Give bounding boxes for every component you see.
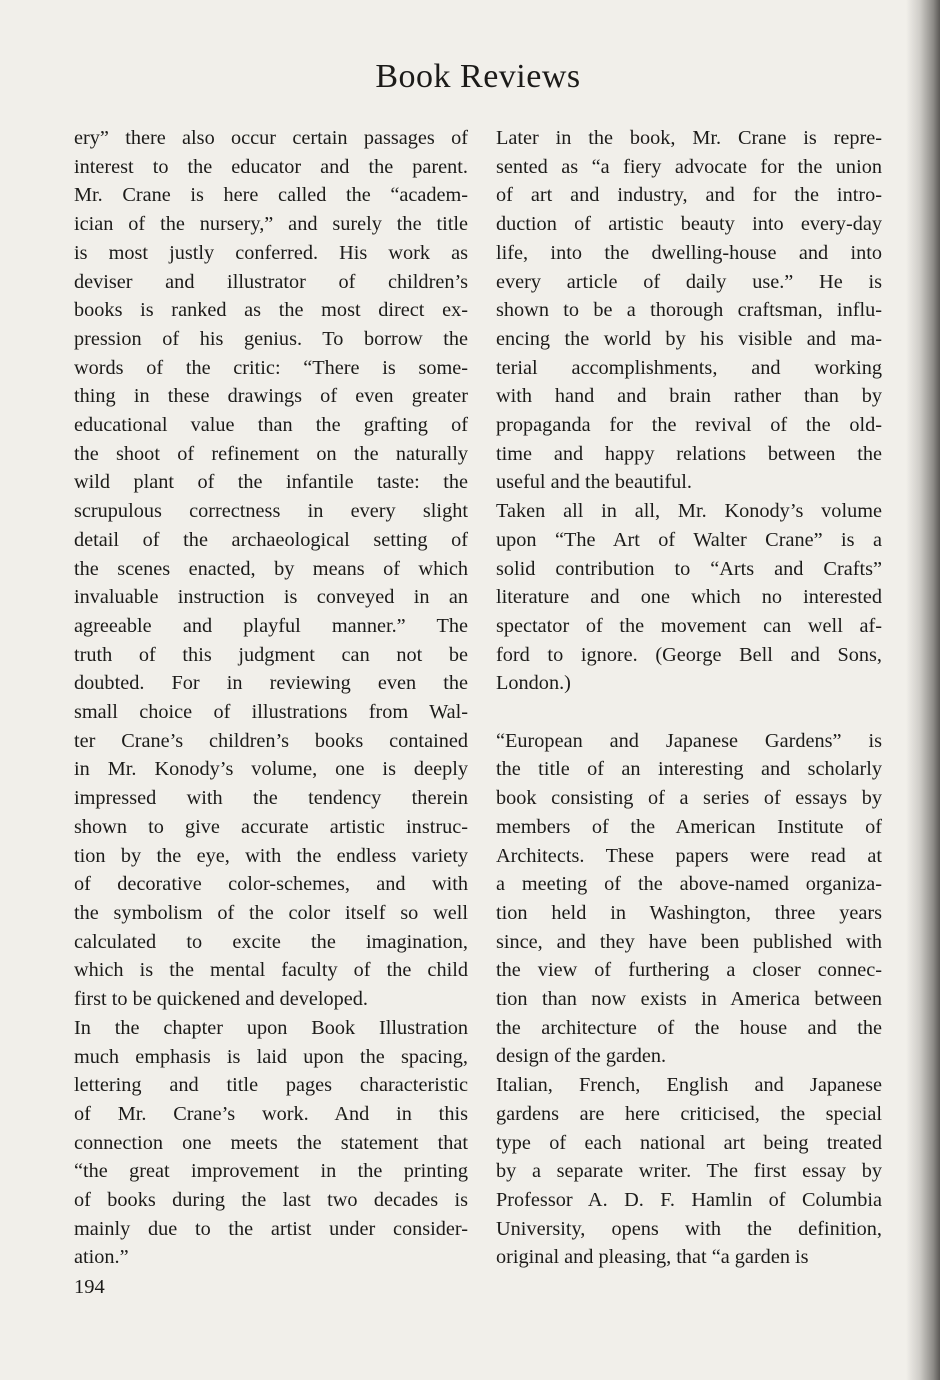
text-line: is most justly conferred. His work as [74, 241, 468, 264]
text-line: literature and one which no interested [496, 586, 882, 609]
text-line: In the chapter upon Book Illustration [74, 1016, 468, 1039]
text-line: spectator of the movement can well af- [496, 614, 882, 637]
text-line: terial accomplishments, and working [496, 356, 882, 379]
text-line: tion held in Washington, three years [496, 901, 882, 924]
text-line: London.) [496, 672, 571, 695]
text-line: the view of furthering a closer connec- [496, 959, 882, 982]
text-line: doubted. For in reviewing even the [74, 672, 468, 695]
text-line: in Mr. Konody’s volume, one is deeply [74, 758, 468, 781]
text-line: propaganda for the revival of the old- [496, 414, 882, 437]
text-line: calculated to excite the imagination, [74, 930, 468, 953]
text-line: words of the critic: “There is some- [74, 356, 468, 379]
page-title: Book Reviews [375, 58, 581, 95]
text-line: books is ranked as the most direct ex- [74, 299, 468, 322]
text-line: by a separate writer. The first essay by [496, 1160, 882, 1183]
text-line: Professor A. D. F. Hamlin of Columbia [496, 1189, 882, 1211]
text-line: time and happy relations between the [496, 442, 882, 465]
text-line: the scenes enacted, by means of which [74, 557, 468, 580]
text-line: duction of artistic beauty into every-day [496, 213, 882, 236]
text-line: Taken all in all, Mr. Konody’s volume [496, 500, 882, 523]
text-line: of books during the last two decades is [74, 1189, 468, 1212]
text-line: encing the world by his visible and ma- [496, 327, 882, 350]
text-line: mainly due to the artist under consider- [74, 1217, 468, 1240]
text-line: first to be quickened and developed. [74, 988, 368, 1011]
text-line: tion than now exists in America between [496, 988, 882, 1011]
text-line: educational value than the grafting of [74, 414, 468, 437]
text-line: Italian, French, English and Japanese [496, 1074, 882, 1097]
text-line: small choice of illustrations from Wal- [74, 701, 468, 724]
text-line: scrupulous correctness in every slight [74, 500, 468, 523]
text-line: a meeting of the above-named organiza- [496, 873, 882, 896]
page-binding-shadow [906, 0, 940, 1380]
left-column [74, 124, 468, 1272]
text-line: truth of this judgment can not be [74, 643, 468, 666]
text-line: wild plant of the infantile taste: the [74, 471, 468, 494]
text-line: of art and industry, and for the intro- [496, 184, 882, 207]
text-line: Mr. Crane is here called the “academ- [74, 184, 468, 207]
text-line: the title of an interesting and scholarly [496, 758, 882, 781]
text-line: upon “The Art of Walter Crane” is a [496, 528, 882, 551]
text-line: the shoot of refinement on the naturally [74, 442, 468, 465]
text-line: Architects. These papers were read at [496, 844, 882, 867]
text-line: impressed with the tendency therein [74, 787, 468, 810]
right-column [496, 124, 882, 1272]
text-line: tion by the eye, with the endless variety [74, 844, 468, 867]
text-line: of Mr. Crane’s work. And in this [74, 1102, 468, 1125]
text-line: with hand and brain rather than by [496, 385, 882, 408]
text-line: shown to give accurate artistic instruc- [74, 815, 468, 838]
text-line: “the great improvement in the printing [74, 1160, 468, 1183]
text-line: the symbolism of the color itself so well [74, 901, 468, 924]
text-line: pression of his genius. To borrow the [74, 327, 468, 350]
text-line: ation.” [74, 1246, 129, 1269]
text-line: design of the garden. [496, 1045, 667, 1068]
text-line: book consisting of a series of essays by [496, 787, 882, 810]
text-line: deviser and illustrator of children’s [74, 270, 468, 293]
page-number: 194 [74, 1276, 105, 1298]
text-line: detail of the archaeological setting of [74, 528, 468, 551]
text-line: much emphasis is laid upon the spacing, [74, 1045, 468, 1068]
text-line: the architecture of the house and the [496, 1016, 882, 1039]
text-line: useful and the beautiful. [496, 471, 692, 494]
text-line: shown to be a thorough craftsman, influ- [496, 299, 882, 322]
text-line: interest to the educator and the parent. [74, 155, 468, 178]
text-line: connection one meets the statement that [74, 1131, 468, 1154]
text-line: sented as “a fiery advocate for the union [496, 155, 882, 178]
text-line: invaluable instruction is conveyed in an [74, 586, 468, 609]
text-line: ter Crane’s children’s books contained [74, 729, 468, 752]
text-line: thing in these drawings of even greater [74, 385, 468, 408]
text-line: agreeable and playful manner.” The [74, 614, 468, 637]
text-line: which is the mental faculty of the child [74, 959, 468, 982]
text-line: ford to ignore. (George Bell and Sons, [496, 643, 882, 666]
text-line: gardens are here criticised, the special [496, 1102, 882, 1125]
text-line: original and pleasing, that “a garden is [496, 1246, 809, 1269]
paragraph-gap [496, 698, 882, 727]
text-line: ician of the nursery,” and surely the title [74, 213, 468, 236]
text-line: “European and Japanese Gardens” is [496, 729, 882, 752]
text-line: University, opens with the definition, [496, 1217, 882, 1240]
text-line: members of the American Institute of [496, 815, 882, 838]
text-line: life, into the dwelling-house and into [496, 241, 882, 264]
text-line: since, and they have been published with [496, 930, 882, 953]
text-line: Later in the book, Mr. Crane is repre- [496, 127, 882, 149]
text-line: type of each national art being treated [496, 1131, 882, 1154]
text-line: every article of daily use.” He is [496, 270, 882, 293]
text-line: ery” there also occur certain passages of [74, 127, 468, 149]
text-line: solid contribution to “Arts and Crafts” [496, 557, 882, 580]
text-line: of decorative color-schemes, and with [74, 873, 468, 896]
text-line: lettering and title pages characteristic [74, 1074, 468, 1097]
